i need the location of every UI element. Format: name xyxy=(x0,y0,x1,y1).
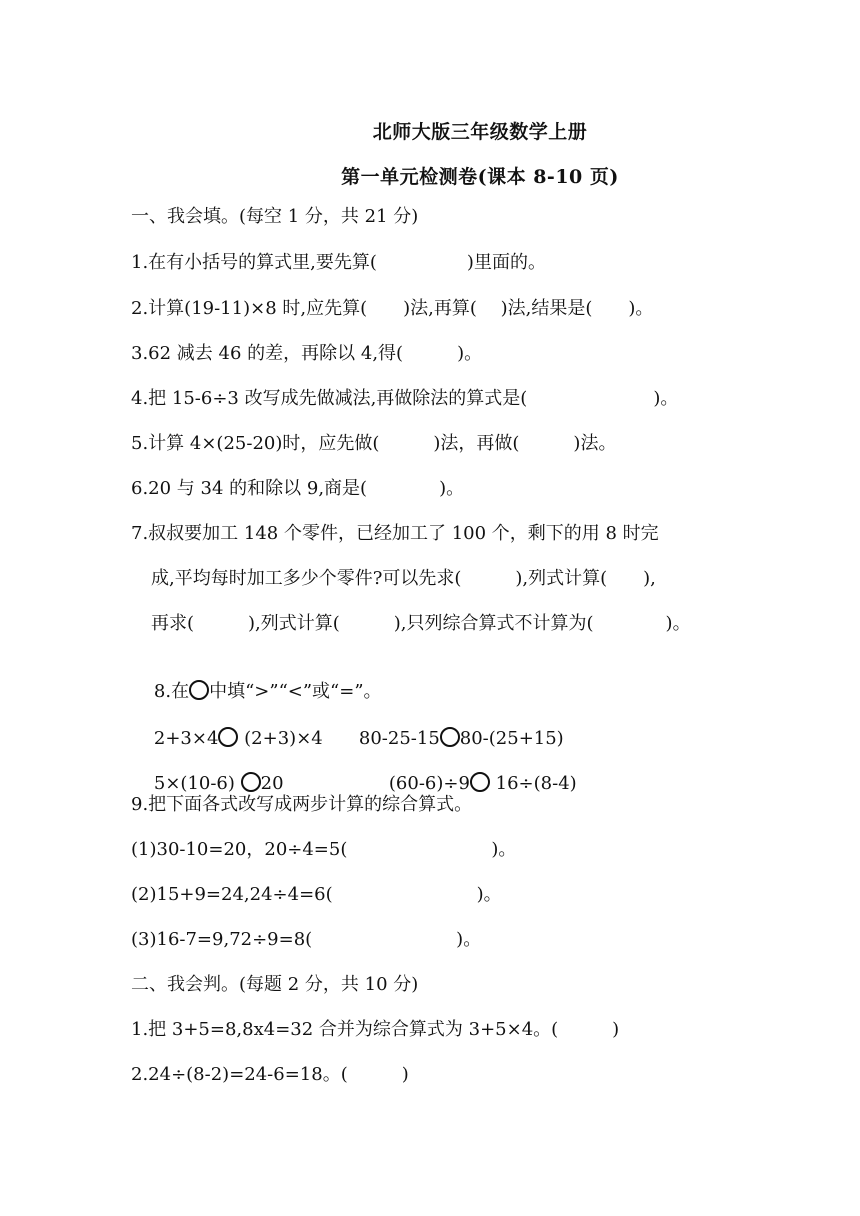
worksheet-title: 北师大版三年级数学上册 xyxy=(372,121,588,143)
question-2-2: 2.24÷(8-2)=24-6=18。( ) xyxy=(131,1064,409,1085)
worksheet-subtitle: 第一单元检测卷(课本 8-10 页) xyxy=(341,166,619,188)
compare-c-left: 5×(10-6) xyxy=(153,773,235,794)
circle-icon xyxy=(189,680,209,700)
question-1-2: 2.计算(19-11)×8 时,应先算( )法,再算( )法,结果是( )。 xyxy=(131,298,654,319)
compare-circle-b[interactable] xyxy=(440,727,460,747)
compare-b-left: 80-25-15 xyxy=(358,728,440,749)
question-1-6: 6.20 与 34 的和除以 9,商是( )。 xyxy=(131,478,465,499)
question-1-9-1: (1)30-10=20，20÷4=5( )。 xyxy=(131,839,517,860)
question-2-1: 1.把 3+5=8,8x4=32 合并为综合算式为 3+5×4。( ) xyxy=(131,1019,620,1040)
compare-d-right: 16÷(8-4) xyxy=(495,773,577,794)
compare-b-right: 80-(25+15) xyxy=(459,728,564,749)
question-1-4: 4.把 15-6÷3 改写成先做减法,再做除法的算式是( )。 xyxy=(131,388,679,409)
question-1-9-2: (2)15+9=24,24÷4=6( )。 xyxy=(131,884,502,905)
question-1-7-line3: 再求( ),列式计算( ),只列综合算式不计算为( )。 xyxy=(151,613,691,634)
compare-c-right: 20 xyxy=(260,773,284,794)
compare-circle-c[interactable] xyxy=(241,772,261,792)
section1-heading: 一、我会填。(每空 1 分，共 21 分) xyxy=(131,206,419,227)
q8-prefix: 8.在 xyxy=(153,681,190,702)
question-1-1: 1.在有小括号的算式里,要先算( )里面的。 xyxy=(131,252,546,273)
question-1-9: 9.把下面各式改写成两步计算的综合算式。 xyxy=(131,794,473,815)
compare-circle-d[interactable] xyxy=(470,772,490,792)
question-1-7-line1: 7.叔叔要加工 148 个零件，已经加工了 100 个，剩下的用 8 时完 xyxy=(131,523,659,544)
compare-circle-a[interactable] xyxy=(218,727,238,747)
compare-a-right: (2+3)×4 xyxy=(244,728,323,749)
q8-suffix: 中填“>”“<”或“=”。 xyxy=(209,681,382,702)
compare-a-left: 2+3×4 xyxy=(153,728,219,749)
question-1-5: 5.计算 4×(25-20)时，应先做( )法，再做( )法。 xyxy=(131,433,617,454)
question-1-3: 3.62 减去 46 的差，再除以 4,得( )。 xyxy=(131,343,483,364)
compare-d-left: (60-6)÷9 xyxy=(388,773,470,794)
question-1-7-line2: 成,平均每时加工多少个零件?可以先求( ),列式计算( ), xyxy=(151,568,656,589)
section2-heading: 二、我会判。(每题 2 分，共 10 分) xyxy=(131,974,419,995)
question-1-9-3: (3)16-7=9,72÷9=8( )。 xyxy=(131,929,482,950)
